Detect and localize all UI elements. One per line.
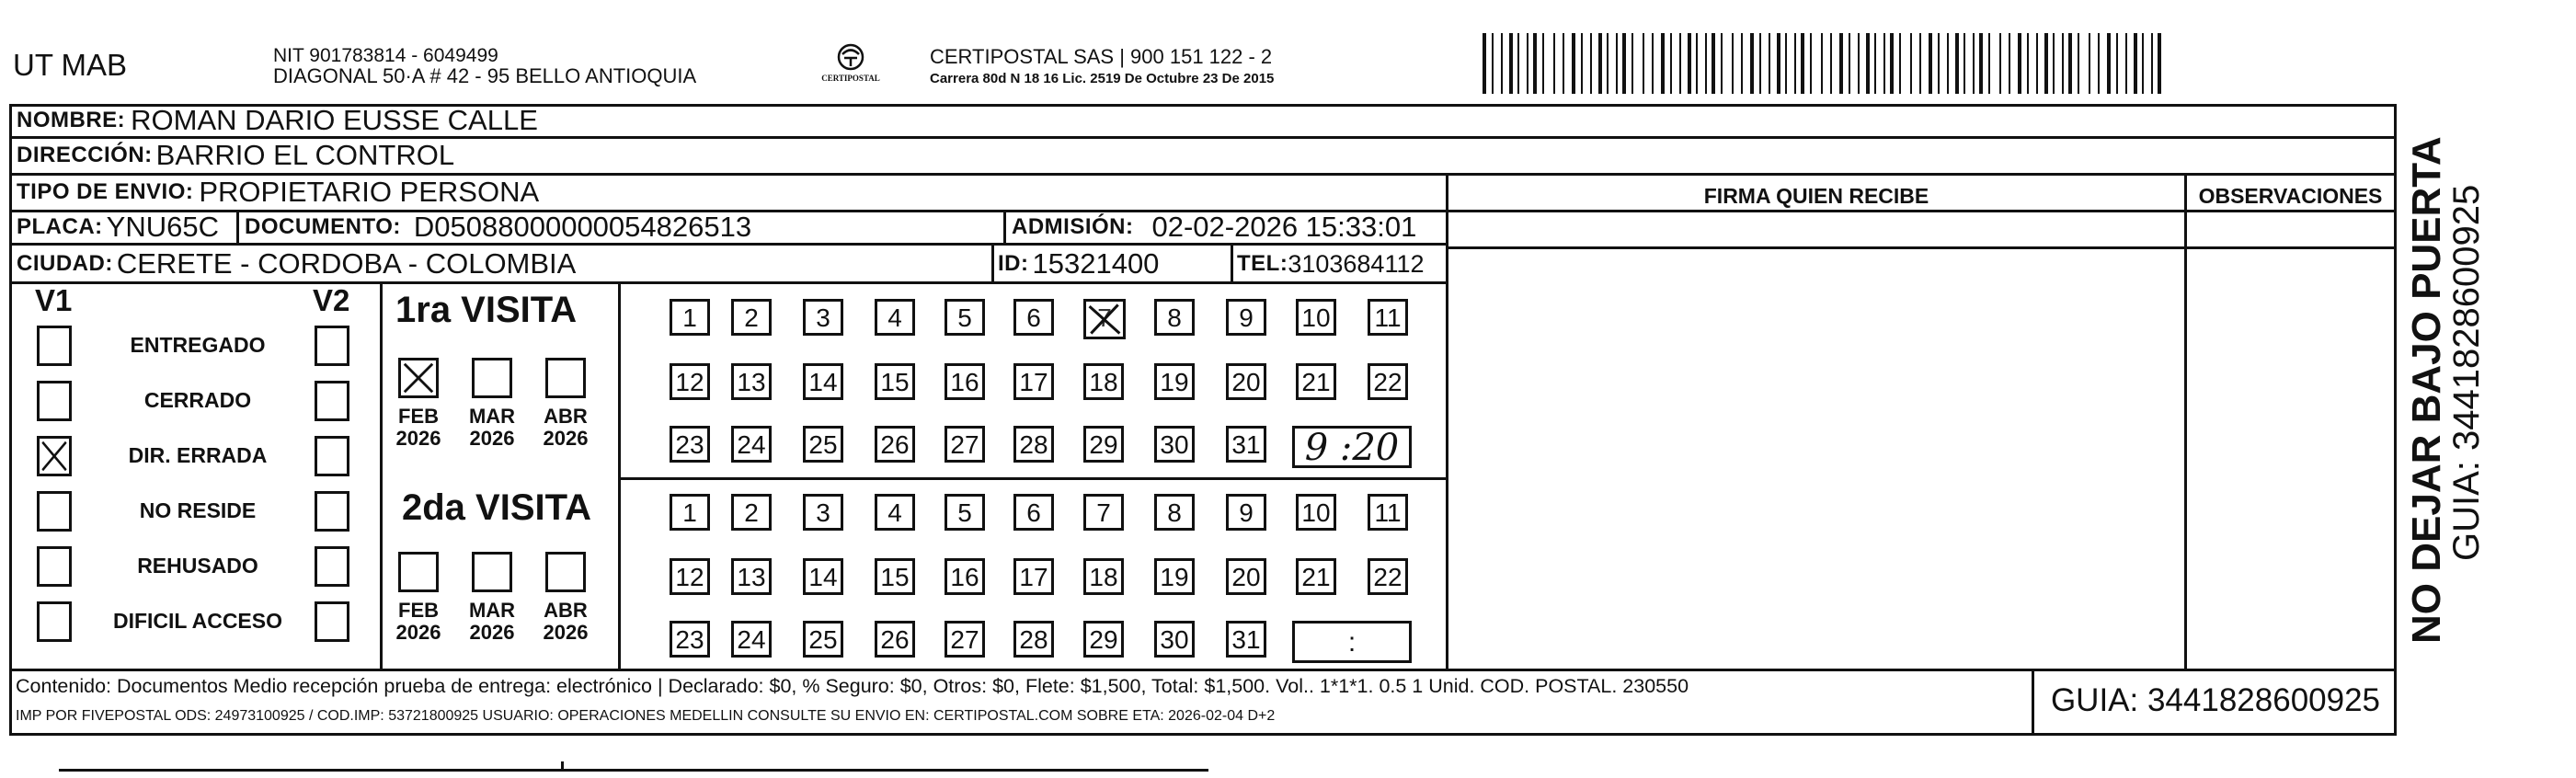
v1-header: V1 (35, 283, 73, 317)
barcode (1483, 33, 2165, 94)
ciudad-label: CIUDAD: (17, 251, 113, 276)
month-label: MAR 2026 (468, 599, 516, 644)
status-option-label: CERRADO (143, 388, 252, 412)
documento-value: D05088000000054826513 (413, 211, 752, 243)
v1-checkbox[interactable] (37, 326, 72, 366)
day-box[interactable]: 31 (1226, 621, 1266, 658)
v1-checkbox[interactable] (37, 381, 72, 421)
month-checkbox[interactable] (472, 552, 512, 592)
status-option-label: DIR. ERRADA (128, 443, 268, 467)
day-box[interactable]: 27 (945, 621, 985, 658)
day-box[interactable]: 24 (731, 426, 772, 463)
logo-text: CERTIPOSTAL (821, 74, 880, 83)
company-nit: NIT 901783814 - 6049499 (273, 45, 498, 66)
stub-line (59, 769, 1208, 772)
carrier-name: CERTIPOSTAL SAS | 900 151 122 - 2 (930, 45, 1273, 68)
month-checkbox[interactable] (545, 552, 586, 592)
day-box[interactable]: 7 (1083, 494, 1124, 531)
status-option-label: NO RESIDE (139, 498, 257, 522)
v1-checkbox[interactable] (37, 436, 72, 476)
nombre-label: NOMBRE: (17, 108, 126, 132)
certipostal-logo (809, 40, 892, 96)
day-box[interactable]: 12 (670, 363, 710, 400)
v2-checkbox[interactable] (315, 601, 349, 642)
nombre-value: ROMAN DARIO EUSSE CALLE (131, 104, 538, 136)
carrier-license: Carrera 80d N 18 16 Lic. 2519 De Octubre 23 De 2015 (930, 71, 1275, 86)
footer-content: Contenido: Documentos Medio recepción prueba de entrega: electrónico | Declarado: $0, % Seguro: $0, Otros: $0, Flete: $1,500, Total: $1,500. Vol.. 1*1*1. 0.5 1 Unid. COD. POSTAL. 230550 (16, 675, 1689, 697)
day-box[interactable]: 11 (1368, 494, 1408, 531)
day-box[interactable]: 28 (1013, 426, 1054, 463)
visit2-title: 2da VISITA (402, 487, 591, 528)
day-box[interactable]: 18 (1083, 363, 1124, 400)
day-box[interactable]: 13 (731, 558, 772, 595)
day-box[interactable]: 30 (1154, 426, 1195, 463)
month-checkbox[interactable] (472, 358, 512, 398)
day-box[interactable]: 14 (803, 363, 843, 400)
observaciones-header: OBSERVACIONES (2198, 184, 2383, 208)
firma-header: FIRMA QUIEN RECIBE (1703, 184, 1929, 208)
day-box[interactable]: 17 (1013, 558, 1054, 595)
day-box[interactable]: 11 (1368, 299, 1408, 336)
month-checkbox[interactable] (398, 358, 439, 398)
day-box[interactable]: 25 (803, 621, 843, 658)
day-box[interactable]: 21 (1296, 363, 1336, 400)
day-box[interactable]: 2 (731, 299, 772, 336)
company-name: UT MAB (13, 48, 128, 82)
v1-checkbox[interactable] (37, 601, 72, 642)
direccion-value: BARRIO EL CONTROL (155, 139, 455, 171)
day-box[interactable]: 27 (945, 426, 985, 463)
status-option-label: DIFICIL ACCESO (112, 609, 282, 633)
v2-checkbox[interactable] (315, 546, 349, 587)
day-box[interactable]: 24 (731, 621, 772, 658)
month-label: ABR 2026 (543, 599, 589, 644)
day-box[interactable]: 4 (875, 494, 915, 531)
tel-label: TEL: (1237, 251, 1288, 276)
time-field[interactable]: : (1292, 621, 1412, 663)
day-box[interactable]: 13 (731, 363, 772, 400)
day-box[interactable]: 16 (945, 363, 985, 400)
no-dejar-warning: NO DEJAR BAJO PUERTA (2404, 136, 2449, 644)
stub-tick (561, 761, 564, 772)
tipo-envio-value: PROPIETARIO PERSONA (199, 176, 540, 208)
day-box[interactable]: 25 (803, 426, 843, 463)
day-box[interactable]: 5 (945, 299, 985, 336)
admision-value: 02-02-2026 15:33:01 (1151, 211, 1417, 243)
day-box[interactable]: 14 (803, 558, 843, 595)
admision-label: ADMISIÓN: (1012, 214, 1134, 239)
day-box[interactable]: 30 (1154, 621, 1195, 658)
month-label: MAR 2026 (468, 405, 516, 450)
day-box[interactable]: 8 (1154, 494, 1195, 531)
day-box[interactable]: 15 (875, 363, 915, 400)
day-box[interactable]: 12 (670, 558, 710, 595)
id-label: ID: (998, 251, 1029, 276)
day-box[interactable]: 17 (1013, 363, 1054, 400)
v1-checkbox[interactable] (37, 546, 72, 587)
v1-checkbox[interactable] (37, 491, 72, 532)
day-box[interactable]: 6 (1013, 299, 1054, 336)
tel-value: 3103684112 (1288, 249, 1425, 278)
v2-header: V2 (313, 283, 350, 317)
tipo-envio-label: TIPO DE ENVIO: (17, 179, 194, 204)
day-box[interactable]: 28 (1013, 621, 1054, 658)
day-box[interactable]: 1 (670, 494, 710, 531)
day-box[interactable]: 16 (945, 558, 985, 595)
day-box[interactable]: 22 (1368, 363, 1408, 400)
day-box[interactable]: 5 (945, 494, 985, 531)
time-field[interactable]: 9 :20 (1292, 426, 1412, 468)
day-box[interactable]: 6 (1013, 494, 1054, 531)
month-label: FEB 2026 (395, 599, 441, 644)
footer-print-info: IMP POR FIVEPOSTAL ODS: 24973100925 / COD.IMP: 53721800925 USUARIO: OPERACIONES MEDELLIN CONSULTE SU ENVIO EN: CERTIPOSTAL.COM SOBRE ETA: 2026-02-04 D+2 (16, 708, 1276, 724)
company-address: DIAGONAL 50·A # 42 - 95 BELLO ANTIOQUIA (273, 64, 697, 87)
visit1-title: 1ra VISITA (395, 290, 578, 330)
day-box[interactable]: 20 (1226, 363, 1266, 400)
day-box[interactable]: 2 (731, 494, 772, 531)
v2-checkbox[interactable] (315, 436, 349, 476)
v2-checkbox[interactable] (315, 326, 349, 366)
day-box[interactable]: 21 (1296, 558, 1336, 595)
month-label: FEB 2026 (395, 405, 441, 450)
status-option-label: REHUSADO (137, 554, 258, 578)
day-box[interactable]: 3 (803, 494, 843, 531)
day-box[interactable]: 29 (1083, 426, 1124, 463)
v2-checkbox[interactable] (315, 381, 349, 421)
documento-label: DOCUMENTO: (245, 214, 401, 239)
day-box[interactable]: 19 (1154, 363, 1195, 400)
day-box[interactable]: 29 (1083, 621, 1124, 658)
day-box[interactable]: 23 (670, 426, 710, 463)
day-box[interactable]: 15 (875, 558, 915, 595)
status-option-label: ENTREGADO (130, 333, 266, 357)
ciudad-value: CERETE - CORDOBA - COLOMBIA (116, 247, 577, 280)
day-box[interactable]: 23 (670, 621, 710, 658)
day-box[interactable]: 1 (670, 299, 710, 336)
day-box[interactable]: 9 (1226, 299, 1266, 336)
footer-guia: GUIA: 3441828600925 (2050, 682, 2381, 718)
id-value: 15321400 (1032, 247, 1160, 280)
v2-checkbox[interactable] (315, 491, 349, 532)
day-box[interactable]: 26 (875, 426, 915, 463)
day-box[interactable]: 8 (1154, 299, 1195, 336)
day-box[interactable]: 20 (1226, 558, 1266, 595)
day-box[interactable]: 4 (875, 299, 915, 336)
month-label: ABR 2026 (543, 405, 589, 450)
placa-value: YNU65C (106, 211, 219, 243)
day-box[interactable]: 31 (1226, 426, 1266, 463)
month-checkbox[interactable] (398, 552, 439, 592)
day-box[interactable]: 19 (1154, 558, 1195, 595)
day-box[interactable]: 10 (1296, 299, 1336, 336)
day-box[interactable]: 22 (1368, 558, 1408, 595)
direccion-label: DIRECCIÓN: (17, 143, 153, 167)
side-guia: GUIA: 3441828600925 (2446, 184, 2487, 561)
day-box[interactable]: 26 (875, 621, 915, 658)
placa-label: PLACA: (17, 214, 103, 239)
day-box[interactable]: 18 (1083, 558, 1124, 595)
month-checkbox[interactable] (545, 358, 586, 398)
day-box[interactable]: 9 (1226, 494, 1266, 531)
day-box[interactable]: 10 (1296, 494, 1336, 531)
day-box[interactable]: 3 (803, 299, 843, 336)
day-box[interactable]: 7 (1083, 299, 1126, 339)
